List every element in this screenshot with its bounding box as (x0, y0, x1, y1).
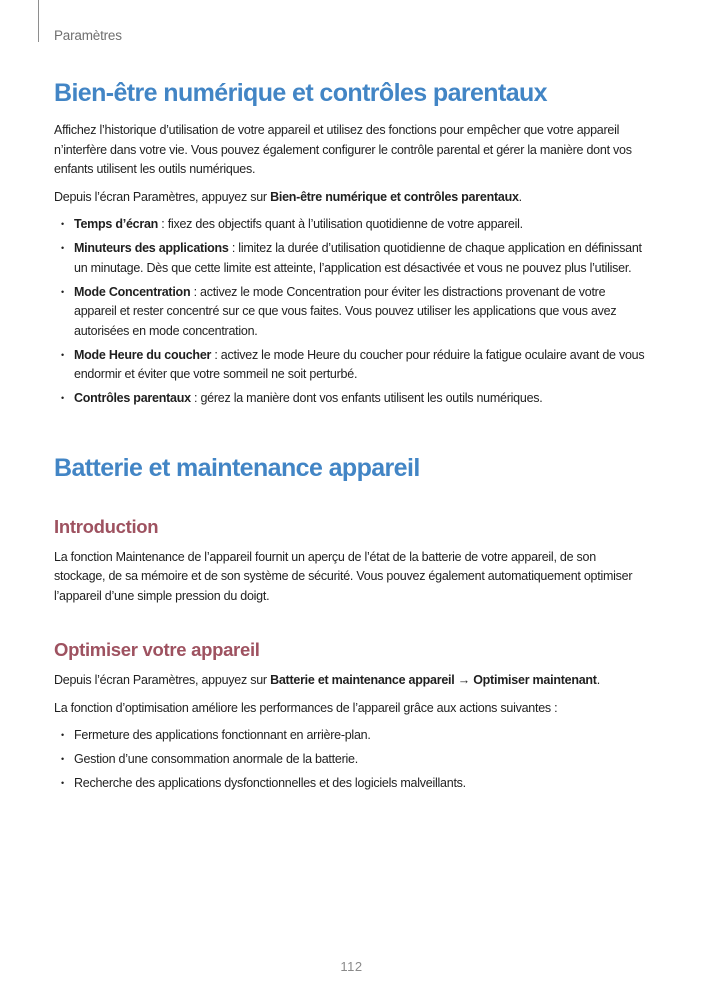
page-number: 112 (340, 959, 363, 974)
list-item-description: : fixez des objectifs quant à l’utilisation quotidienne de votre appareil. (158, 217, 523, 231)
optimize-actions-list (54, 726, 650, 794)
page-content (54, 78, 650, 802)
list-item-focus-mode (54, 283, 650, 342)
arrow-right-icon: → (454, 673, 474, 688)
section-title-battery-maintenance: Batterie et maintenance appareil (54, 453, 420, 482)
list-item-malware-scan (54, 774, 650, 794)
list-item-close-apps (54, 726, 650, 746)
instruction-suffix: . (596, 673, 600, 688)
instruction-prefix: Depuis l’écran Paramètres, appuyez sur (54, 189, 271, 204)
running-header-title: Paramètres (54, 27, 122, 43)
list-item-term: Temps d’écran (74, 217, 159, 231)
wellbeing-feature-list (54, 215, 650, 409)
paragraph-wellbeing-intro: Affichez l’historique d’utilisation de votre appareil et utilisez des fonctions pour empêcher que votre appareil n’interfère dans votre vie. Vous pouvez également configurer le contrôle parental et gérer la manière dont vos enfants utilisent les outils numériques. (54, 123, 632, 176)
page-footer (0, 958, 703, 976)
list-item-description: : gérez la manière dont vos enfants utilisent les outils numériques. (190, 391, 543, 405)
list-item-battery-usage (54, 750, 650, 770)
list-item-description: : activez le mode Heure du coucher pour réduire la fatigue oculaire avant de vous endormir et éviter que votre sommeil ne soit perturbé. (74, 347, 645, 381)
instruction-menu-path: Bien-être numérique et contrôles parentaux (270, 189, 519, 204)
list-item-term: Contrôles parentaux (74, 391, 191, 405)
subsection-title-introduction: Introduction (54, 515, 159, 537)
list-item-screen-time (54, 215, 650, 235)
paragraph-optimize-body: La fonction d’optimisation améliore les performances de l’appareil grâce aux actions suivantes : (54, 700, 558, 715)
list-item-description: : activez le mode Concentration pour éviter les distractions provenant de votre appareil et rester concentré sur ce que vous faites. Vous pouvez utiliser les applications que vous avez autorisées en mode concentration. (74, 284, 617, 338)
list-item-term: Mode Concentration (74, 284, 191, 299)
list-item-term: Mode Heure du coucher (74, 347, 212, 362)
instruction-menu-path: Batterie et maintenance appareil (270, 673, 455, 688)
list-item-app-timers (54, 239, 650, 278)
instruction-prefix: Depuis l’écran Paramètres, appuyez sur (54, 673, 271, 688)
list-item-description: : limitez la durée d’utilisation quotidienne de chaque application en définissant un minutage. Dès que cette limite est atteinte, l’application est désactivée et vous ne pouvez plus l’utiliser. (74, 241, 642, 275)
subsection-title-optimize-device: Optimiser votre appareil (54, 639, 260, 661)
section-title-digital-wellbeing: Bien-être numérique et contrôles parentaux (54, 79, 547, 107)
list-item-description: Gestion d’une consommation anormale de la batterie. (74, 752, 358, 767)
list-item-term: Minuteurs des applications (74, 241, 229, 255)
list-item-parental-controls (54, 389, 650, 409)
instruction-menu-action: Optimiser maintenant (473, 673, 597, 688)
list-item-bedtime-mode (54, 346, 650, 385)
paragraph-optimize-instruction (54, 671, 650, 691)
list-item-description: Recherche des applications dysfonctionnelles et des logiciels malveillants. (74, 776, 466, 791)
paragraph-battery-intro: La fonction Maintenance de l’appareil fournit un aperçu de l’état de la batterie de votre appareil, de son stockage, de sa mémoire et de son système de sécurité. Vous pouvez également automatiquement optimiser l’appareil d’une simple pression du doigt. (54, 549, 633, 603)
running-header (38, 0, 122, 42)
instruction-suffix: . (518, 189, 522, 204)
paragraph-wellbeing-instruction (54, 188, 650, 208)
list-item-description: Fermeture des applications fonctionnant en arrière-plan. (74, 728, 371, 743)
